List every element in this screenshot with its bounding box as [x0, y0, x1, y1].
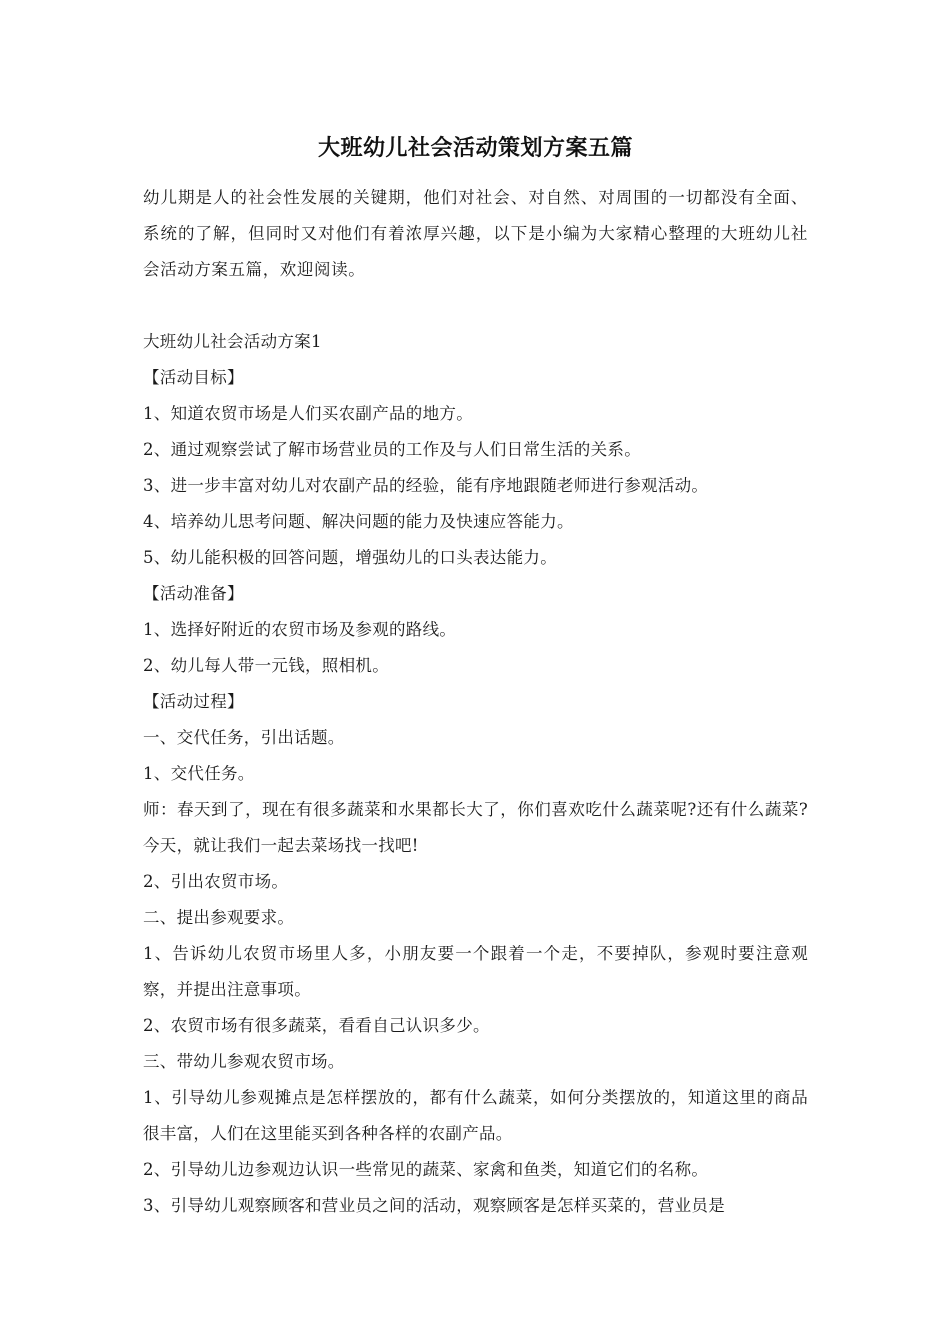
goal-item-1: 1、知道农贸市场是人们买农副产品的地方。	[143, 404, 473, 423]
section-title: 大班幼儿社会活动方案1	[143, 332, 322, 351]
paragraph-spacer	[143, 288, 808, 324]
goal-item-2: 2、通过观察尝试了解市场营业员的工作及与人们日常生活的关系。	[143, 440, 641, 459]
process-item: 1、引导幼儿参观摊点是怎样摆放的，都有什么蔬菜，如何分类摆放的，知道这里的商品很丰富，人们在这里能买到各种各样的农副产品。	[143, 1088, 808, 1143]
process-item: 2、引导幼儿边参观边认识一些常见的蔬菜、家禽和鱼类，知道它们的名称。	[143, 1160, 709, 1179]
heading-activity-process: 【活动过程】	[143, 692, 244, 711]
heading-activity-preparation: 【活动准备】	[143, 584, 244, 603]
heading-activity-goals: 【活动目标】	[143, 368, 244, 387]
process-item: 3、引导幼儿观察顾客和营业员之间的活动，观察顾客是怎样买菜的，营业员是	[143, 1196, 725, 1215]
section-lines	[143, 360, 808, 1224]
process-step-1: 一、交代任务，引出话题。	[143, 728, 345, 747]
document-body	[143, 128, 808, 1224]
process-item: 1、交代任务。	[143, 764, 255, 783]
process-item: 1、告诉幼儿农贸市场里人多，小朋友要一个跟着一个走，不要掉队，参观时要注意观察，并提出注意事项。	[143, 944, 808, 999]
process-step-3: 三、带幼儿参观农贸市场。	[143, 1052, 345, 1071]
goal-item-5: 5、幼儿能积极的回答问题，增强幼儿的口头表达能力。	[143, 548, 557, 567]
process-item: 2、农贸市场有很多蔬菜，看看自己认识多少。	[143, 1016, 490, 1035]
preparation-item-1: 1、选择好附近的农贸市场及参观的路线。	[143, 620, 457, 639]
process-step-2: 二、提出参观要求。	[143, 908, 295, 927]
goal-item-3: 3、进一步丰富对幼儿对农副产品的经验，能有序地跟随老师进行参观活动。	[143, 476, 709, 495]
teacher-dialogue: 师：春天到了，现在有很多蔬菜和水果都长大了，你们喜欢吃什么蔬菜呢?还有什么蔬菜?今天，就让我们一起去菜场找一找吧!	[143, 800, 808, 855]
preparation-item-2: 2、幼儿每人带一元钱，照相机。	[143, 656, 389, 675]
process-item: 2、引出农贸市场。	[143, 872, 289, 891]
document-title: 大班幼儿社会活动策划方案五篇	[317, 135, 633, 161]
intro-paragraph: 幼儿期是人的社会性发展的关键期，他们对社会、对自然、对周围的一切都没有全面、系统的了解，但同时又对他们有着浓厚兴趣，以下是小编为大家精心整理的大班幼儿社会活动方案五篇，欢迎阅读。	[143, 188, 808, 279]
goal-item-4: 4、培养幼儿思考问题、解决问题的能力及快速应答能力。	[143, 512, 574, 531]
